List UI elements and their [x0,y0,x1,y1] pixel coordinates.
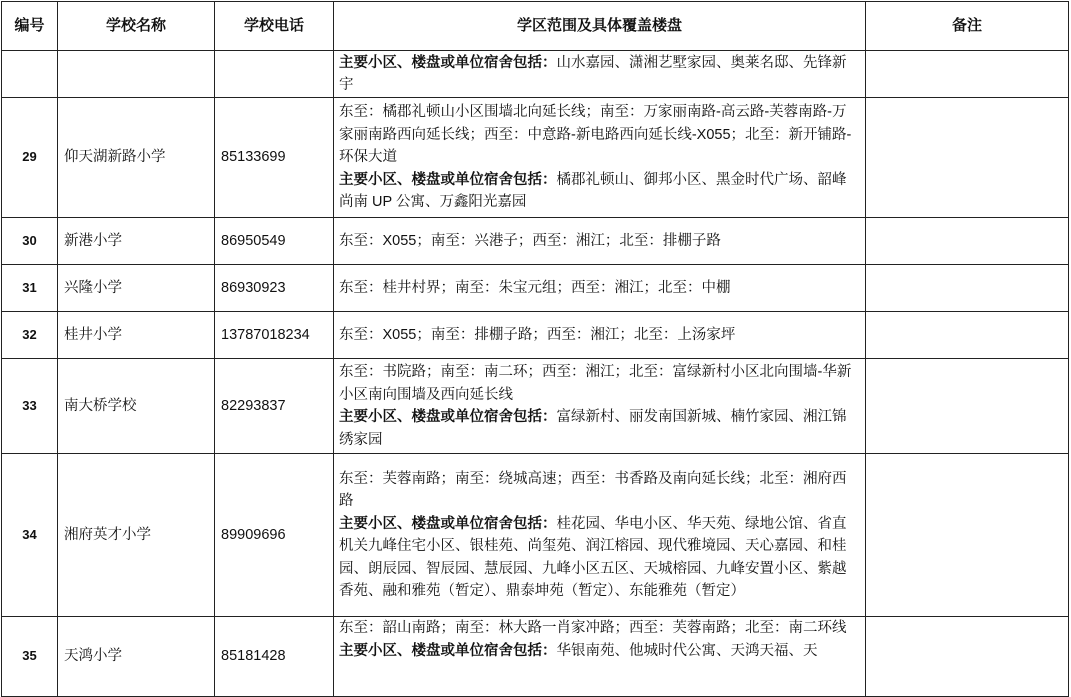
school-phone: 82293837 [215,359,334,454]
school-number: 34 [2,454,58,617]
estates-label: 主要小区、楼盘或单位宿舍包括： [339,54,557,71]
estates-label: 主要小区、楼盘或单位宿舍包括： [339,171,557,188]
estates-label: 主要小区、楼盘或单位宿舍包括： [339,409,557,425]
school-number: 33 [2,359,58,454]
school-district-table [1,1,1069,697]
school-number: 31 [2,265,58,312]
school-number: 32 [2,312,58,359]
table-row [2,51,1069,98]
estates-text [339,52,860,97]
district-range [334,617,866,697]
boundary-text: 东至：芙蓉南路；南至：绕城高速；西至：书香路及南向延长线；北至：湘府西路 [339,470,847,509]
school-phone: 89909696 [215,454,334,617]
note [866,454,1069,617]
school-number: 30 [2,218,58,265]
column-header: 学校电话 [215,2,334,51]
district-range [334,98,866,218]
school-name: 桂井小学 [58,312,215,359]
boundary-text: 东至：桂井村界；南至：朱宝元组；西至：湘江；北至：中棚 [339,279,731,296]
estates-list: 桂花园、华电小区、华天苑、绿地公馆、省直机关九峰住宅小区、银桂苑、尚玺苑、润江榕园、现代雅境园、天心嘉园、和桂园、朗辰园、智辰园、慧辰园、九峰小区五区、天城榕园、九峰安置小区、紫越香苑、融和雅苑（暂定）、鼎泰坤苑（暂定）、东能雅苑（暂定） [339,515,847,599]
note [866,265,1069,312]
note [866,218,1069,265]
boundary-text: 东至：橘郡礼顿山小区围墙北向延长线；南至：万家丽南路-高云路-芙蓉南路-万家丽南路西向延长线；西至：中意路-新电路西向延长线-X055；北至：新开铺路-环保大道 [339,104,852,166]
district-range [334,312,866,359]
school-name: 天鸿小学 [58,617,215,697]
note [866,312,1069,359]
table-row [2,617,1069,697]
school-phone [215,51,334,98]
school-name: 新港小学 [58,218,215,265]
district-range [334,454,866,617]
school-phone: 86950549 [215,218,334,265]
school-name: 仰天湖新路小学 [58,98,215,218]
column-header: 备注 [866,2,1069,51]
table-row [2,218,1069,265]
school-phone: 85181428 [215,617,334,697]
table-row [2,454,1069,617]
note [866,359,1069,454]
school-number [2,51,58,98]
note [866,98,1069,218]
column-header: 编号 [2,2,58,51]
estates-text [339,513,860,603]
estates-list: 富绿新村、丽发南国新城、楠竹家园、湘江锦绣家园 [339,409,847,448]
estates-label: 主要小区、楼盘或单位宿舍包括： [339,515,557,532]
table-row [2,98,1069,218]
estates-text [339,406,860,451]
school-phone: 85133699 [215,98,334,218]
school-number: 35 [2,617,58,697]
district-range [334,359,866,454]
column-header: 学校名称 [58,2,215,51]
table-row [2,265,1069,312]
school-name: 南大桥学校 [58,359,215,454]
school-phone: 13787018234 [215,312,334,359]
estates-text [339,640,860,663]
estates-text [339,169,860,214]
table-row [2,359,1069,454]
school-number: 29 [2,98,58,218]
boundary-text: 东至：书院路；南至：南二环；西至：湘江；北至：富绿新村小区北向围墙-华新小区南向围墙及西向延长线 [339,364,852,403]
note [866,617,1069,697]
column-header: 学区范围及具体覆盖楼盘 [334,2,866,51]
school-phone: 86930923 [215,265,334,312]
boundary-text: 东至：X055；南至：兴港子；西至：湘江；北至：排棚子路 [339,232,721,249]
district-range [334,265,866,312]
school-name [58,51,215,98]
note [866,51,1069,98]
estates-label: 主要小区、楼盘或单位宿舍包括： [339,642,557,659]
boundary-text: 东至：韶山南路；南至：林大路一肖家冲路；西至：芙蓉南路；北至：南二环线 [339,620,847,636]
boundary-text: 东至：X055；南至：排棚子路；西至：湘江；北至：上汤家坪 [339,326,736,343]
header-row [2,2,1069,51]
estates-list: 华银南苑、他城时代公寓、天鸿天福、天 [556,642,818,659]
estates-list: 山水嘉园、潇湘艺墅家园、奥莱名邸、先锋新宇 [339,54,847,93]
district-range [334,51,866,98]
table-row [2,312,1069,359]
district-range [334,218,866,265]
school-name: 兴隆小学 [58,265,215,312]
school-name: 湘府英才小学 [58,454,215,617]
estates-list: 橘郡礼顿山、御邦小区、黑金时代广场、韶峰尚南 UP 公寓、万鑫阳光嘉园 [339,171,847,211]
